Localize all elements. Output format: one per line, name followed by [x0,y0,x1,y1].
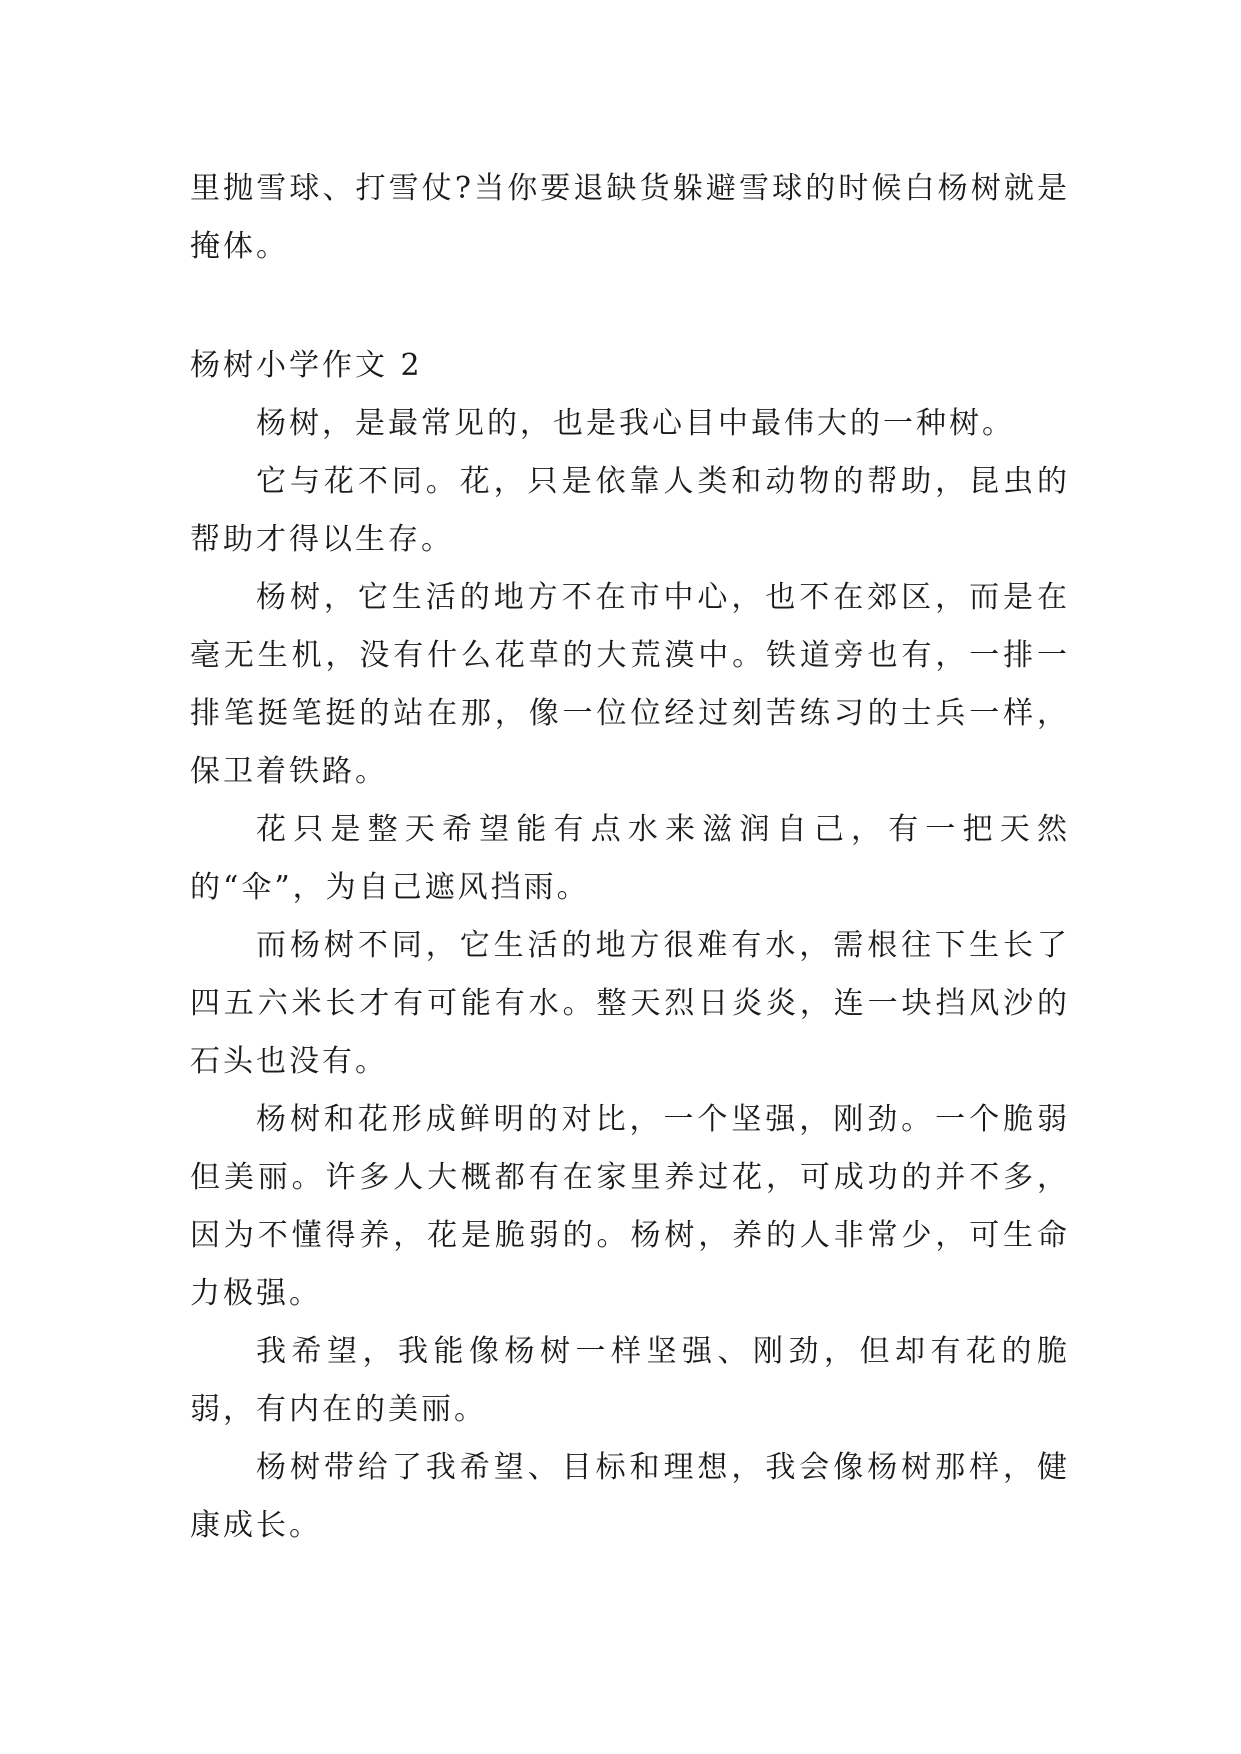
essay-body [190,395,1070,1555]
paragraph: 里抛雪球、打雪仗?当你要退缺货躲避雪球的时候白杨树就是掩体。 [190,171,1070,264]
paragraph: 我希望，我能像杨树一样坚强、刚劲，但却有花的脆弱，有内在的美丽。 [190,1334,1070,1427]
paragraph: 杨树和花形成鲜明的对比，一个坚强，刚劲。一个脆弱但美丽。许多人大概都有在家里养过花，可成功的并不多，因为不懂得养，花是脆弱的。杨树，养的人非常少，可生命力极强。 [190,1102,1070,1311]
paragraph: 花只是整天希望能有点水来滋润自己，有一把天然的“伞”，为自己遮风挡雨。 [190,812,1070,905]
paragraph: 杨树，是最常见的，也是我心目中最伟大的一种树。 [256,406,1015,441]
paragraph: 它与花不同。花，只是依靠人类和动物的帮助，昆虫的帮助才得以生存。 [190,464,1070,557]
essay-title: 杨树小学作文 2 [190,348,423,383]
paragraph: 杨树，它生活的地方不在市中心，也不在郊区，而是在毫无生机，没有什么花草的大荒漠中。铁道旁也有，一排一排笔挺笔挺的站在那，像一位位经过刻苦练习的士兵一样，保卫着铁路。 [190,580,1070,789]
paragraph: 杨树带给了我希望、目标和理想，我会像杨树那样，健康成长。 [190,1450,1070,1543]
continuation-text [190,160,1070,276]
paragraph: 而杨树不同，它生活的地方很难有水，需根往下生长了四五六米长才有可能有水。整天烈日炎炎，连一块挡风沙的石头也没有。 [190,928,1070,1079]
